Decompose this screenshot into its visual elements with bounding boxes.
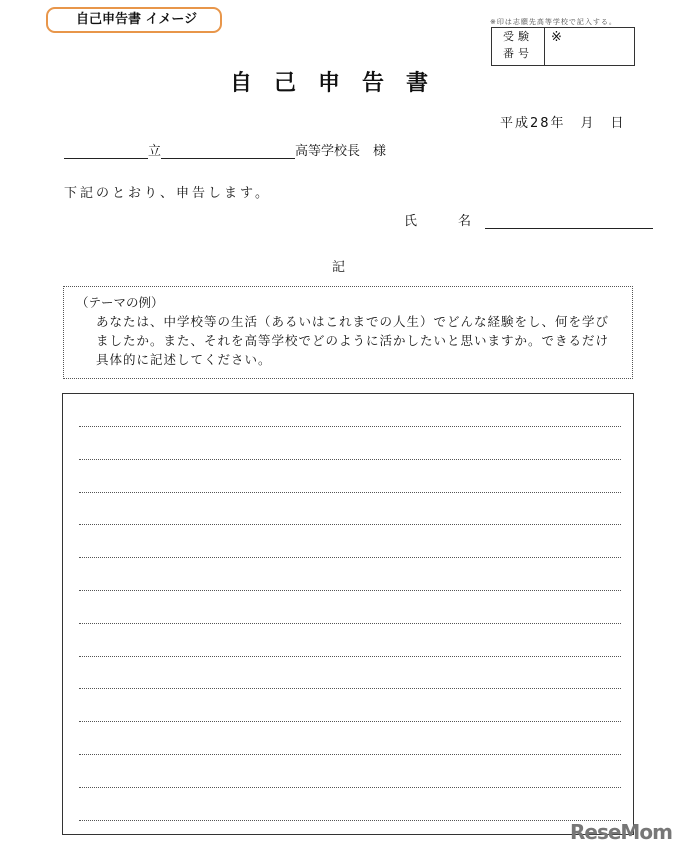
date-field: 平成28年 月 日 bbox=[500, 116, 626, 131]
theme-heading: （テーマの例） bbox=[76, 295, 164, 310]
exam-number-box bbox=[491, 27, 635, 66]
school-name-blank[interactable] bbox=[161, 143, 295, 159]
name-line bbox=[404, 210, 653, 229]
writing-line bbox=[79, 557, 621, 558]
writing-line bbox=[79, 820, 621, 821]
name-label: 氏 名 bbox=[404, 214, 486, 229]
image-label-badge: 自己申告書 イメージ bbox=[46, 7, 222, 33]
ki-heading: 記 bbox=[332, 260, 346, 275]
intro-text: 下記のとおり、申告します。 bbox=[64, 186, 271, 201]
theme-example-box bbox=[63, 286, 633, 379]
exam-number-field[interactable]: ※ bbox=[551, 30, 562, 45]
resemom-logo: ReseMom bbox=[570, 820, 672, 844]
writing-line bbox=[79, 459, 621, 460]
writing-line bbox=[79, 721, 621, 722]
label-line-1: 受験 bbox=[503, 30, 533, 43]
writing-line bbox=[79, 623, 621, 624]
writing-line bbox=[79, 524, 621, 525]
name-blank[interactable] bbox=[485, 213, 653, 229]
ritsu-text: 立 bbox=[148, 144, 162, 159]
label-line-2: 番号 bbox=[503, 47, 533, 60]
addressee-line bbox=[64, 140, 386, 159]
writing-line bbox=[79, 688, 621, 689]
writing-line bbox=[79, 754, 621, 755]
writing-line bbox=[79, 426, 621, 427]
principal-text: 高等学校長 様 bbox=[295, 144, 387, 159]
exam-number-label bbox=[492, 28, 545, 65]
exam-number-note: ※印は志願先高等学校で記入する。 bbox=[490, 18, 617, 26]
writing-area[interactable] bbox=[62, 393, 634, 835]
writing-line bbox=[79, 492, 621, 493]
writing-line bbox=[79, 656, 621, 657]
prefecture-blank[interactable] bbox=[64, 143, 148, 159]
page-title: 自己申告書 bbox=[229, 71, 450, 96]
writing-line bbox=[79, 787, 621, 788]
theme-body: あなたは、中学校等の生活（あるいはこれまでの人生）でどんな経験をし、何を学びましたか。また、それを高等学校でどのように活かしたいと思いますか。できるだけ具体的に記述してください。 bbox=[96, 314, 610, 367]
writing-line bbox=[79, 590, 621, 591]
